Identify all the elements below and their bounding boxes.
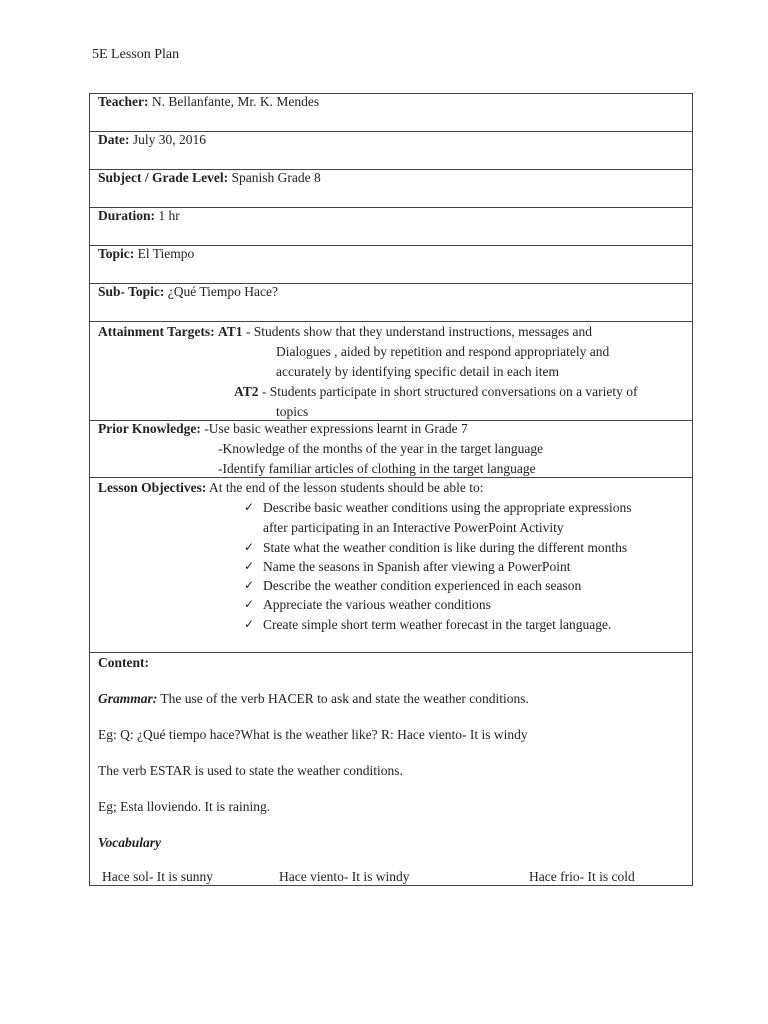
subject-value: Spanish Grade 8	[228, 170, 321, 185]
at1-line-2: Dialogues , aided by repetition and respond appropriately and	[276, 344, 610, 359]
objective-6: Create simple short term weather forecast in the target language.	[263, 617, 612, 632]
subject-row	[90, 170, 693, 208]
at1-line-1: - Students show that they understand instructions, messages and	[245, 324, 592, 339]
objectives-intro: At the end of the lesson students should be able to:	[206, 480, 484, 495]
lesson-plan-table	[89, 93, 693, 886]
at2-line-1: - Students participate in short structured conversations on a variety of	[261, 384, 638, 399]
attainment-row	[90, 322, 693, 421]
objective-1: Describe basic weather conditions using the appropriate expressions	[263, 500, 632, 515]
date-value: July 30, 2016	[129, 132, 206, 147]
subtopic-row	[90, 284, 693, 322]
subtopic-label: Sub- Topic:	[98, 284, 165, 299]
prior-line-1: -Use basic weather expressions learnt in Grade 7	[200, 421, 468, 436]
teacher-label: Teacher:	[98, 94, 149, 109]
grammar-label: Grammar:	[98, 691, 158, 706]
check-icon: ✓	[244, 500, 255, 514]
duration-row	[90, 208, 693, 246]
vocab-item-1: Hace sol- It is sunny	[102, 869, 213, 884]
date-label: Date:	[98, 132, 130, 147]
document-title: 5E Lesson Plan	[92, 47, 180, 62]
topic-row	[90, 246, 693, 284]
objective-4: Describe the weather condition experienced in each season	[263, 578, 582, 593]
prior-label: Prior Knowledge:	[98, 421, 201, 436]
vocabulary-label: Vocabulary	[98, 835, 162, 850]
grammar-text: The use of the verb HACER to ask and state the weather conditions.	[157, 691, 529, 706]
check-icon: ✓	[244, 559, 255, 573]
duration-value: 1 hr	[155, 208, 180, 223]
prior-knowledge-row	[90, 421, 693, 478]
check-icon: ✓	[244, 540, 255, 554]
example-2: Eg; Esta lloviendo. It is raining.	[98, 799, 271, 814]
example-1: Eg: Q: ¿Qué tiempo hace?What is the weather like? R: Hace viento- It is windy	[98, 727, 528, 742]
objective-1-cont: after participating in an Interactive PowerPoint Activity	[263, 520, 564, 535]
subject-label: Subject / Grade Level:	[98, 170, 229, 185]
objective-3: Name the seasons in Spanish after viewing a PowerPoint	[263, 559, 571, 574]
content-row	[90, 653, 693, 886]
objectives-row	[90, 478, 693, 653]
check-icon: ✓	[244, 597, 255, 611]
estar-text: The verb ESTAR is used to state the weather conditions.	[98, 763, 403, 778]
date-row	[90, 132, 693, 170]
check-icon: ✓	[244, 578, 255, 592]
topic-label: Topic:	[98, 246, 135, 261]
at1-label: AT1	[218, 324, 243, 339]
at1-line-3: accurately by identifying specific detail in each item	[276, 364, 560, 379]
objective-5: Appreciate the various weather conditions	[263, 597, 491, 612]
teacher-value: N. Bellanfante, Mr. K. Mendes	[148, 94, 320, 109]
check-icon: ✓	[244, 617, 255, 631]
objectives-label: Lesson Objectives:	[98, 480, 207, 495]
objective-2: State what the weather condition is like during the different months	[263, 540, 628, 555]
content-label: Content:	[98, 655, 149, 670]
attainment-label: Attainment Targets:	[98, 324, 215, 339]
prior-line-3: -Identify familiar articles of clothing in the target language	[218, 461, 536, 476]
vocab-item-3: Hace frio- It is cold	[529, 869, 635, 884]
prior-line-2: -Knowledge of the months of the year in the target language	[218, 441, 544, 456]
duration-label: Duration:	[98, 208, 155, 223]
at2-line-2: topics	[276, 404, 309, 419]
teacher-row	[90, 94, 693, 132]
vocab-item-2: Hace viento- It is windy	[279, 869, 410, 884]
at2-label: AT2	[234, 384, 259, 399]
subtopic-value: ¿Qué Tiempo Hace?	[164, 284, 279, 299]
topic-value: El Tiempo	[134, 246, 195, 261]
